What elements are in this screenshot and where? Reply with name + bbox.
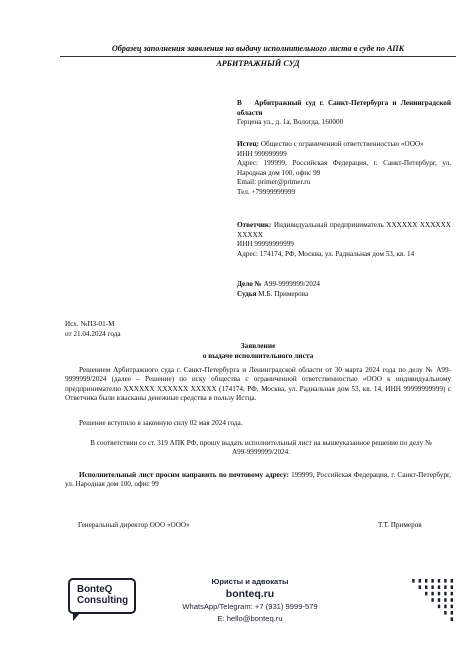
plaintiff-email: Email: primer@primer.ru [237, 178, 311, 187]
outgoing-number: Исх. №ПЗ-01-М [65, 320, 115, 328]
body-paragraph-2 [65, 419, 451, 428]
decorative-dot [451, 617, 453, 621]
decorative-dot [444, 598, 446, 602]
decorative-dot [451, 598, 453, 602]
decorative-dot [419, 579, 421, 583]
logo-line-2: Consulting [77, 595, 129, 606]
defendant-label: Ответчик: [237, 221, 272, 229]
decorative-dot [451, 579, 453, 583]
document-header-subtitle: АРБИТРАЖНЫЙ СУД [216, 59, 300, 68]
outgoing-date: от 21.04.2024 года [65, 329, 121, 338]
court-address: Герцена ул., д. 1а, Вологда, 160000 [237, 118, 344, 127]
document-title-block [65, 341, 451, 360]
signature-name: Т.Т. Примеров [378, 521, 422, 529]
document-header-title: Образец заполнения заявления на выдачу исполнительного листа в суде по АПК [111, 44, 405, 53]
decorative-dot [419, 585, 421, 589]
logo-speech-tail-icon [72, 612, 86, 622]
decorative-dot [444, 605, 446, 609]
plaintiff-phone: Тел. +79999999999 [237, 187, 296, 196]
addressee-block [237, 99, 451, 128]
body-paragraph-1 [65, 366, 451, 403]
decorative-dot [425, 579, 427, 583]
plaintiff-label: Истец: [237, 140, 260, 148]
decorative-dot [425, 592, 427, 596]
body-p3-text: В соответствии со ст. 319 АПК РФ, прошу выдать исполнительный лист на вышеуказанное решение по делу № А99-9999999/2024. [90, 439, 432, 457]
decorative-dot [425, 585, 427, 589]
decorative-dots-icon [410, 578, 456, 624]
decorative-dot [451, 585, 453, 589]
document-title: Заявление [240, 341, 276, 350]
decorative-dot [438, 585, 440, 589]
decorative-dot [451, 605, 453, 609]
case-label: Дело № [237, 280, 262, 288]
plaintiff-block [237, 140, 451, 198]
defendant-block [237, 221, 451, 259]
body-paragraph-3 [88, 439, 434, 458]
case-number: А99-9999999/2024 [263, 280, 320, 288]
defendant-inn: ИНН 99999999999 [237, 240, 294, 249]
decorative-dot [444, 579, 446, 583]
plaintiff-name: Общество с ограниченной ответственностью «ООО» [260, 140, 424, 148]
decorative-dot [412, 579, 414, 583]
signature-position: Генеральный директор ООО «ООО» [78, 521, 190, 529]
decorative-dot [444, 585, 446, 589]
decorative-dot [438, 592, 440, 596]
decorative-dot [444, 592, 446, 596]
decorative-dot [431, 585, 433, 589]
decorative-dot [451, 611, 453, 615]
defendant-address: Адрес: 174174, РФ, Москва, ул. Радиальная дом 53, кв. 14 [237, 249, 415, 258]
decorative-dot [438, 605, 440, 609]
mailing-label: Исполнительный лист просим направить по почтовому адресу: [79, 471, 289, 479]
body-p2-text: Решение вступило в законную силу 02 мая 2024 года. [79, 419, 243, 427]
decorative-dot [444, 611, 446, 615]
document-subtitle: о выдаче исполнительного листа [202, 350, 314, 360]
footer-site[interactable]: bonteq.ru [225, 588, 275, 600]
case-block [237, 280, 451, 299]
body-p1-text: Решением Арбитражного суда г. Санкт-Петербурга и Ленинградской области от 30 марта 2024 года по делу № А99-9999999/2024 (далее – Решение) по иску общества с ограниченной ответственностью «ООО к индивидуальному предпринимателю XXXXXX XXXXXX XXXXX (174174, РФ, Москва, ул. Радиальная дом 53, кв. 14, ИНН 99999999999) с Ответчика были взысканы денежные средства в пользу Истца. [65, 366, 451, 402]
footer-phone[interactable]: WhatsApp/Telegram: +7 (931) 9999-579 [182, 602, 318, 611]
plaintiff-inn: ИНН 999999999 [237, 149, 287, 158]
defendant-name: Индивидуальный предприниматель XXXXXX XXXXXX XXXXX [237, 221, 451, 239]
court-prefix: В [237, 99, 242, 107]
footer-email[interactable]: E: hello@bonteq.ru [217, 614, 283, 623]
header-divider [60, 56, 456, 57]
decorative-dot [438, 579, 440, 583]
outgoing-block [65, 320, 121, 339]
judge-label: Судья [237, 289, 257, 298]
decorative-dot [431, 579, 433, 583]
mailing-address: 199999, Российская Федерация, г. Санкт-Петербург, ул. Народная дом 100, офис 99 [65, 471, 451, 489]
bonteq-logo [68, 578, 136, 614]
plaintiff-address: Адрес: 199999, Российская Федерация, г. Санкт-Петербург, ул. Народная дом 100, офис 99 [237, 159, 451, 177]
body-paragraph-4 [65, 471, 451, 490]
decorative-dot [431, 598, 433, 602]
footer-tagline: Юристы и адвокаты [211, 577, 289, 586]
decorative-dot [451, 592, 453, 596]
logo-line-1: BonteQ [77, 584, 113, 595]
decorative-dot [431, 592, 433, 596]
judge-name: М.Б. Примерова [258, 289, 309, 298]
court-name: Арбитражный суд г. Санкт-Петербурга и Ленинградской области [237, 99, 452, 117]
decorative-dot [438, 598, 440, 602]
